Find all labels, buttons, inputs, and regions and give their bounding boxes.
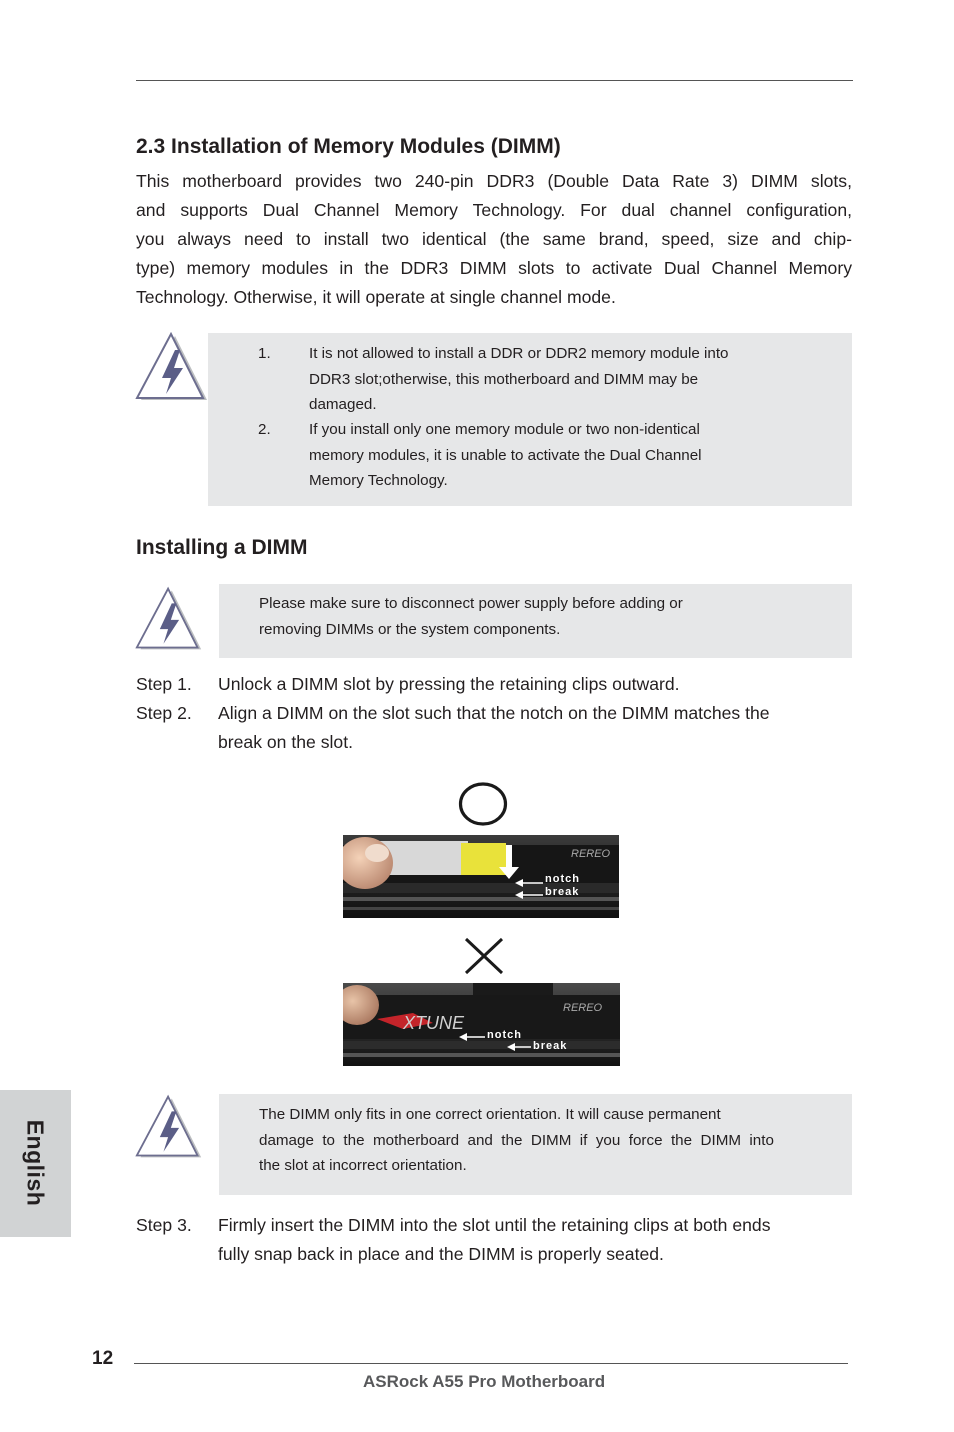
intro-line: This motherboard provides two 240-pin DDR3 (Double Data Rate 3) DIMM slots, [136,171,852,191]
step-1 [136,670,856,699]
correct-circle-icon [457,780,509,828]
note-box-orientation [219,1094,852,1195]
step-text: Unlock a DIMM slot by pressing the retaining clips outward. [218,674,680,694]
note-box-memory [208,333,852,506]
intro-line: Technology. Otherwise, it will operate at single channel mode. [136,287,616,307]
note-line: damaged. [309,396,377,413]
note-box-power [219,584,852,658]
dimm-wrong-illustration [343,983,620,1066]
step-label: Step 3. [136,1215,192,1235]
note-line: DDR3 slot;otherwise, this motherboard and DIMM may be [309,370,699,388]
svg-text:XTUNE: XTUNE [403,1013,465,1033]
step-line: Firmly insert the DIMM into the slot until the retaining clips at both ends [218,1215,771,1235]
note-item-number: 1. [258,345,271,362]
step-text [218,1211,771,1269]
svg-text:REREO: REREO [563,1002,603,1014]
note-line: Memory Technology. [309,472,448,489]
note-line: If you install only one memory module or two non-identical [309,421,700,438]
note-line: the slot at incorrect orientation. [259,1157,467,1174]
intro-line: you always need to install two identical (the same brand, speed, size and chip- [136,229,852,249]
step-2 [136,699,856,757]
step-text [218,699,770,757]
language-label: English [22,1119,49,1207]
note-line: damage to the motherboard and the DIMM if you force the DIMM into [259,1131,774,1149]
section-title: 2.3 Installation of Memory Modules (DIMM) [136,135,561,158]
step-line: fully snap back in place and the DIMM is properly seated. [218,1244,664,1264]
page-number: 12 [92,1348,114,1369]
svg-text:REREO: REREO [571,848,611,860]
step-label: Step 1. [136,674,192,694]
note-text [259,1102,797,1179]
dimm-wrong-photo [343,983,620,1066]
notch-label: notch [545,873,580,885]
note-item-number: 2. [258,421,271,438]
warning-triangle-icon [135,332,209,402]
footer-product: ASRock A55 Pro Motherboard [363,1372,606,1391]
intro-line: type) memory modules in the DDR3 DIMM slots to activate Dual Channel Memory [136,258,852,278]
note-item-text [309,417,829,494]
intro-paragraph [136,167,852,312]
note-line: memory modules, it is unable to activate the Dual Channel [309,446,702,464]
wrong-cross-icon [463,936,505,976]
note-line: Please make sure to disconnect power supply before adding or [259,595,683,612]
break-label: break [545,886,580,898]
dimm-correct-photo [343,835,619,918]
note-line: It is not allowed to install a DDR or DDR2 memory module into [309,345,729,362]
warning-triangle-icon [135,1094,203,1160]
subsection-title: Installing a DIMM [136,536,308,559]
note-item-text [309,341,829,418]
break-label: break [533,1040,568,1052]
intro-line: and supports Dual Channel Memory Technology. For dual channel configuration, [136,200,852,220]
note-line: The DIMM only fits in one correct orientation. It will cause permanent [259,1106,721,1123]
note-line: removing DIMMs or the system components. [259,620,561,638]
step-line: break on the slot. [218,732,353,752]
language-tab [0,1090,71,1237]
notch-label: notch [487,1029,522,1041]
bottom-divider [134,1363,848,1364]
warning-triangle-icon [135,586,203,652]
step-label: Step 2. [136,703,192,723]
step-3 [136,1211,856,1269]
top-divider [136,80,853,81]
step-line: Align a DIMM on the slot such that the notch on the DIMM matches the [218,703,770,723]
note-text [259,591,683,642]
